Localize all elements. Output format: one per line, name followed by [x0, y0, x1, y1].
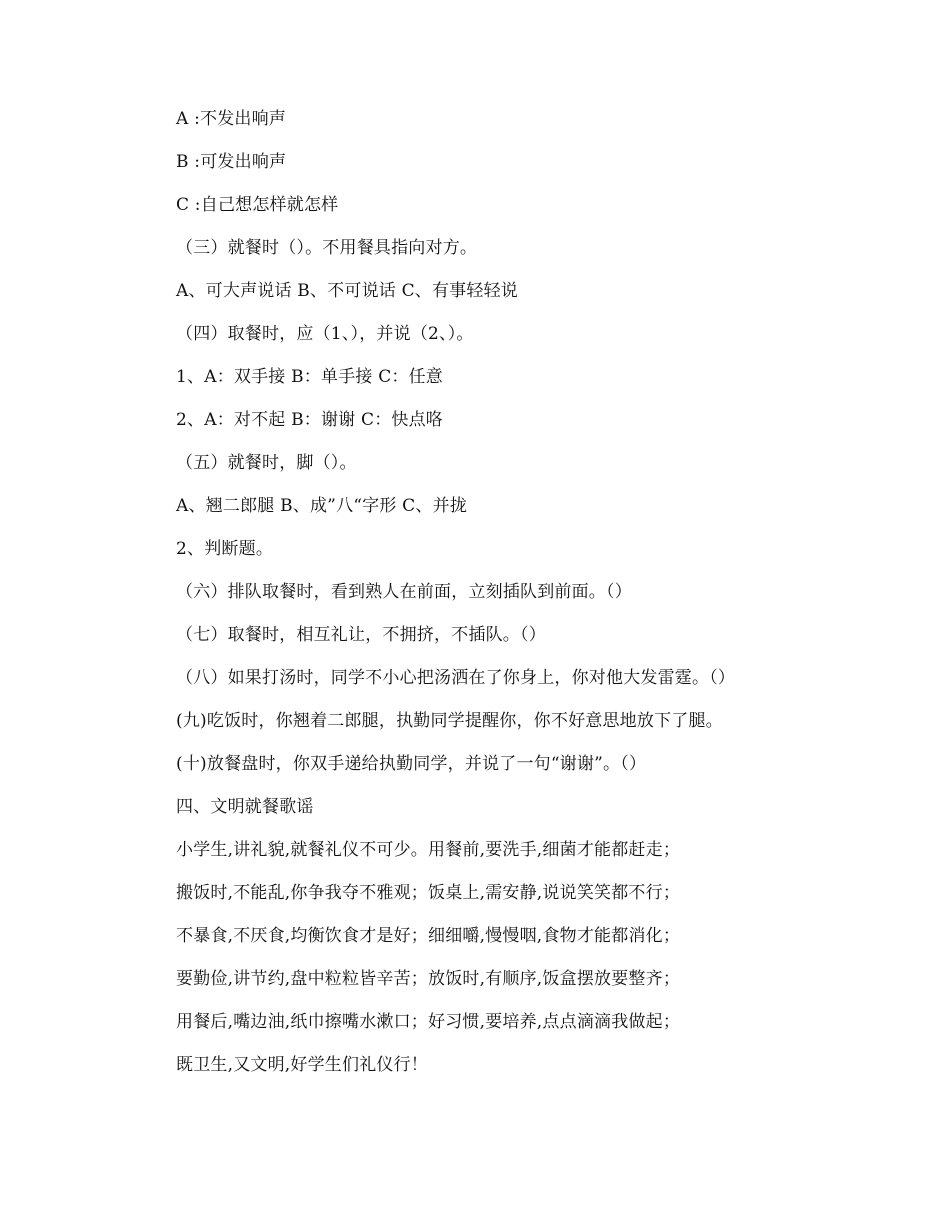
question-5: （五）就餐时，脚（）。	[176, 453, 357, 473]
song-line-4: 要勤俭,讲节约,盘中粒粒皆辛苦；放饭时,有顺序,饭盒摆放要整齐；	[176, 969, 681, 989]
song-lyrics	[176, 840, 920, 1076]
question-9: (九)吃饭时，你翘着二郎腿，执勤同学提醒你，你不好意思地放下了腿。	[176, 711, 723, 731]
song-line-5: 用餐后,嘴边油,纸巾擦嘴水漱口；好习惯,要培养,点点滴滴我做起；	[176, 1012, 681, 1032]
option-c-line: C :自己想怎样就怎样	[176, 195, 339, 215]
song-line-2: 搬饭时,不能乱,你争我夺不雅观；饭桌上,需安静,说说笑笑都不行；	[176, 883, 681, 903]
section-judgement-heading: 2、判断题。	[176, 539, 274, 559]
question-10: (十)放餐盘时，你双手递给执勤同学，并说了一句“谢谢”。（）	[176, 754, 647, 774]
option-a-line: A :不发出响声	[176, 109, 287, 129]
song-line-1: 小学生,讲礼貌,就餐礼仪不可少。用餐前,要洗手,细菌才能都赶走；	[176, 840, 681, 860]
question-4-options-2: 2、A：对不起 B：谢谢 C：快点咯	[176, 410, 443, 430]
question-6: （六）排队取餐时，看到熟人在前面，立刻插队到前面。（）	[176, 582, 632, 602]
question-7: （七）取餐时，相互礼让，不拥挤，不插队。（）	[176, 625, 546, 645]
option-b-line: B :可发出响声	[176, 152, 287, 172]
question-8: （八）如果打汤时，同学不小心把汤洒在了你身上，你对他大发雷霆。（）	[176, 668, 736, 688]
question-3: （三）就餐时（）。不用餐具指向对方。	[176, 238, 478, 258]
question-3-options: A、可大声说话 B、不可说话 C、有事轻轻说	[176, 281, 518, 301]
question-4-options-1: 1、A：双手接 B：单手接 C：任意	[176, 367, 443, 387]
question-4: （四）取餐时，应（1、），并说（2、）。	[176, 324, 474, 344]
song-line-6: 既卫生,又文明,好学生们礼仪行！	[176, 1055, 429, 1075]
section-song-heading: 四、文明就餐歌谣	[176, 797, 314, 817]
question-5-options: A、翘二郎腿 B、成”八“字形 C、并拢	[176, 496, 467, 516]
song-line-3: 不暴食,不厌食,均衡饮食才是好；细细嚼,慢慢咽,食物才能都消化；	[176, 926, 681, 946]
